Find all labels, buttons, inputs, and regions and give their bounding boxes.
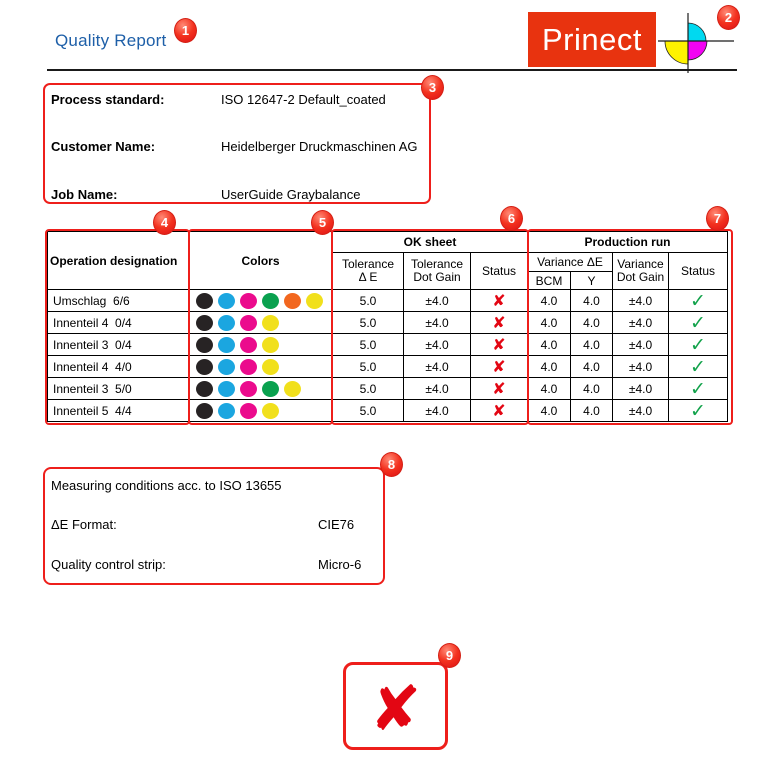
- yellow-color-dot: [262, 359, 279, 375]
- variance-y-cell: 4.0: [571, 400, 613, 422]
- yellow-color-dot: [284, 381, 301, 397]
- ok-status-cell: [471, 378, 528, 400]
- black-color-dot: [196, 337, 213, 353]
- black-color-dot: [196, 315, 213, 331]
- tolerance-de-header: Tolerance Δ E: [333, 253, 404, 290]
- quality-control-strip-label: Quality control strip:: [51, 557, 166, 572]
- table-row: [48, 378, 728, 400]
- operation-cell: Innenteil 5 4/4: [48, 400, 189, 422]
- tolerance-dot-gain-cell: ±4.0: [404, 334, 471, 356]
- magenta-color-dot: [240, 403, 257, 419]
- tolerance-dot-gain-cell: ±4.0: [404, 290, 471, 312]
- prod-status-cell: [669, 334, 728, 356]
- pass-check-icon: ✓: [690, 355, 706, 378]
- operation-designation-header: Operation designation: [48, 232, 189, 290]
- green-color-dot: [262, 381, 279, 397]
- table-row: [48, 312, 728, 334]
- de-format-value: CIE76: [318, 517, 355, 532]
- overall-fail-icon: ✘: [369, 672, 422, 745]
- variance-bcm-cell: 4.0: [528, 378, 571, 400]
- bcm-header: BCM: [528, 272, 571, 290]
- cyan-color-dot: [218, 315, 235, 331]
- variance-dot-gain-cell: ±4.0: [613, 312, 669, 334]
- magenta-color-dot: [240, 359, 257, 375]
- variance-bcm-cell: 4.0: [528, 290, 571, 312]
- cyan-color-dot: [218, 293, 235, 309]
- cyan-color-dot: [218, 403, 235, 419]
- variance-y-cell: 4.0: [571, 334, 613, 356]
- variance-bcm-cell: 4.0: [528, 334, 571, 356]
- ok-status-cell: [471, 356, 528, 378]
- callout-6: 6: [500, 206, 523, 231]
- tolerance-dot-gain-cell: ±4.0: [404, 356, 471, 378]
- colors-cell: [189, 378, 333, 400]
- colors-cell: [189, 400, 333, 422]
- tolerance-de-cell: 5.0: [333, 290, 404, 312]
- colors-cell: [189, 312, 333, 334]
- black-color-dot: [196, 403, 213, 419]
- tolerance-dot-gain-cell: ±4.0: [404, 312, 471, 334]
- callout-2: 2: [717, 5, 740, 30]
- cyan-color-dot: [218, 381, 235, 397]
- y-header: Y: [571, 272, 613, 290]
- variance-dot-gain-cell: ±4.0: [613, 334, 669, 356]
- ok-status-cell: [471, 290, 528, 312]
- process-standard-label: Process standard:: [51, 92, 165, 107]
- ok-sheet-group-header: OK sheet: [333, 232, 528, 253]
- pass-check-icon: ✓: [690, 311, 706, 334]
- table-row: [48, 290, 728, 312]
- black-color-dot: [196, 359, 213, 375]
- variance-y-cell: 4.0: [571, 312, 613, 334]
- cyan-color-dot: [218, 337, 235, 353]
- variance-bcm-cell: 4.0: [528, 356, 571, 378]
- black-color-dot: [196, 381, 213, 397]
- variance-y-cell: 4.0: [571, 356, 613, 378]
- tolerance-de-cell: 5.0: [333, 378, 404, 400]
- tolerance-dot-gain-header: Tolerance Dot Gain: [404, 253, 471, 290]
- prod-status-cell: [669, 356, 728, 378]
- quality-table-body: [48, 290, 728, 422]
- measuring-conditions-text: Measuring conditions acc. to ISO 13655: [51, 478, 282, 493]
- operation-cell: Innenteil 3 0/4: [48, 334, 189, 356]
- tolerance-dot-gain-cell: ±4.0: [404, 400, 471, 422]
- magenta-color-dot: [240, 315, 257, 331]
- process-standard-value: ISO 12647-2 Default_coated: [221, 92, 386, 107]
- variance-y-cell: 4.0: [571, 290, 613, 312]
- fail-cross-icon: ✘: [492, 400, 506, 420]
- header-divider: [47, 69, 737, 71]
- magenta-color-dot: [240, 337, 257, 353]
- tolerance-de-cell: 5.0: [333, 400, 404, 422]
- variance-bcm-cell: 4.0: [528, 312, 571, 334]
- prod-status-cell: [669, 290, 728, 312]
- colors-cell: [189, 334, 333, 356]
- fail-cross-icon: ✘: [492, 356, 506, 376]
- customer-name-label: Customer Name:: [51, 139, 156, 154]
- quality-control-strip-value: Micro-6: [318, 557, 362, 572]
- colors-cell: [189, 290, 333, 312]
- job-name-value: UserGuide Graybalance: [221, 187, 361, 202]
- customer-name-value: Heidelberger Druckmaschinen AG: [221, 139, 418, 154]
- table-row: [48, 334, 728, 356]
- table-row: [48, 356, 728, 378]
- fail-cross-icon: ✘: [492, 312, 506, 332]
- tolerance-dot-gain-cell: ±4.0: [404, 378, 471, 400]
- variance-de-header: Variance ΔE: [528, 253, 613, 272]
- black-color-dot: [196, 293, 213, 309]
- colors-cell: [189, 356, 333, 378]
- yellow-color-dot: [262, 315, 279, 331]
- ok-status-cell: [471, 312, 528, 334]
- prinect-logo-text: Prinect: [542, 21, 642, 57]
- yellow-color-dot: [306, 293, 323, 309]
- yellow-color-dot: [262, 403, 279, 419]
- variance-dot-gain-cell: ±4.0: [613, 290, 669, 312]
- operation-cell: Innenteil 3 5/0: [48, 378, 189, 400]
- callout-3: 3: [421, 75, 444, 100]
- variance-dot-gain-cell: ±4.0: [613, 378, 669, 400]
- de-format-label: ΔE Format:: [51, 517, 117, 532]
- prod-status-cell: [669, 312, 728, 334]
- measuring-conditions-panel: [43, 467, 385, 585]
- job-name-label: Job Name:: [51, 187, 118, 202]
- prod-status-header: Status: [669, 253, 728, 290]
- callout-9: 9: [438, 643, 461, 668]
- callout-5: 5: [311, 210, 334, 235]
- pass-check-icon: ✓: [690, 399, 706, 422]
- variance-dot-gain-cell: ±4.0: [613, 356, 669, 378]
- prod-status-cell: [669, 400, 728, 422]
- quality-table: [47, 231, 728, 422]
- fail-cross-icon: ✘: [492, 378, 506, 398]
- variance-dot-gain-header: Variance Dot Gain: [613, 253, 669, 290]
- variance-dot-gain-cell: ±4.0: [613, 400, 669, 422]
- fail-cross-icon: ✘: [492, 290, 506, 310]
- callout-7: 7: [706, 206, 729, 231]
- ok-status-cell: [471, 400, 528, 422]
- tolerance-de-cell: 5.0: [333, 312, 404, 334]
- operation-cell: Umschlag 6/6: [48, 290, 189, 312]
- pass-check-icon: ✓: [690, 289, 706, 312]
- table-row: [48, 400, 728, 422]
- operation-cell: Innenteil 4 4/0: [48, 356, 189, 378]
- orange-color-dot: [284, 293, 301, 309]
- fail-cross-icon: ✘: [492, 334, 506, 354]
- magenta-color-dot: [240, 381, 257, 397]
- yellow-color-dot: [262, 337, 279, 353]
- job-info-panel: [43, 83, 431, 204]
- page-title: Quality Report: [55, 31, 167, 50]
- variance-bcm-cell: 4.0: [528, 400, 571, 422]
- callout-8: 8: [380, 452, 403, 477]
- pass-check-icon: ✓: [690, 333, 706, 356]
- pass-check-icon: ✓: [690, 377, 706, 400]
- prod-status-cell: [669, 378, 728, 400]
- cyan-color-dot: [218, 359, 235, 375]
- ok-status-cell: [471, 334, 528, 356]
- tolerance-de-cell: 5.0: [333, 356, 404, 378]
- green-color-dot: [262, 293, 279, 309]
- tolerance-de-cell: 5.0: [333, 334, 404, 356]
- operation-cell: Innenteil 4 0/4: [48, 312, 189, 334]
- ok-status-header: Status: [471, 253, 528, 290]
- magenta-color-dot: [240, 293, 257, 309]
- variance-y-cell: 4.0: [571, 378, 613, 400]
- callout-4: 4: [153, 210, 176, 235]
- overall-status-box: [343, 662, 448, 750]
- production-run-group-header: Production run: [528, 232, 728, 253]
- callout-1: 1: [174, 18, 197, 43]
- colors-header: Colors: [189, 232, 333, 290]
- prinect-logo: [528, 12, 656, 67]
